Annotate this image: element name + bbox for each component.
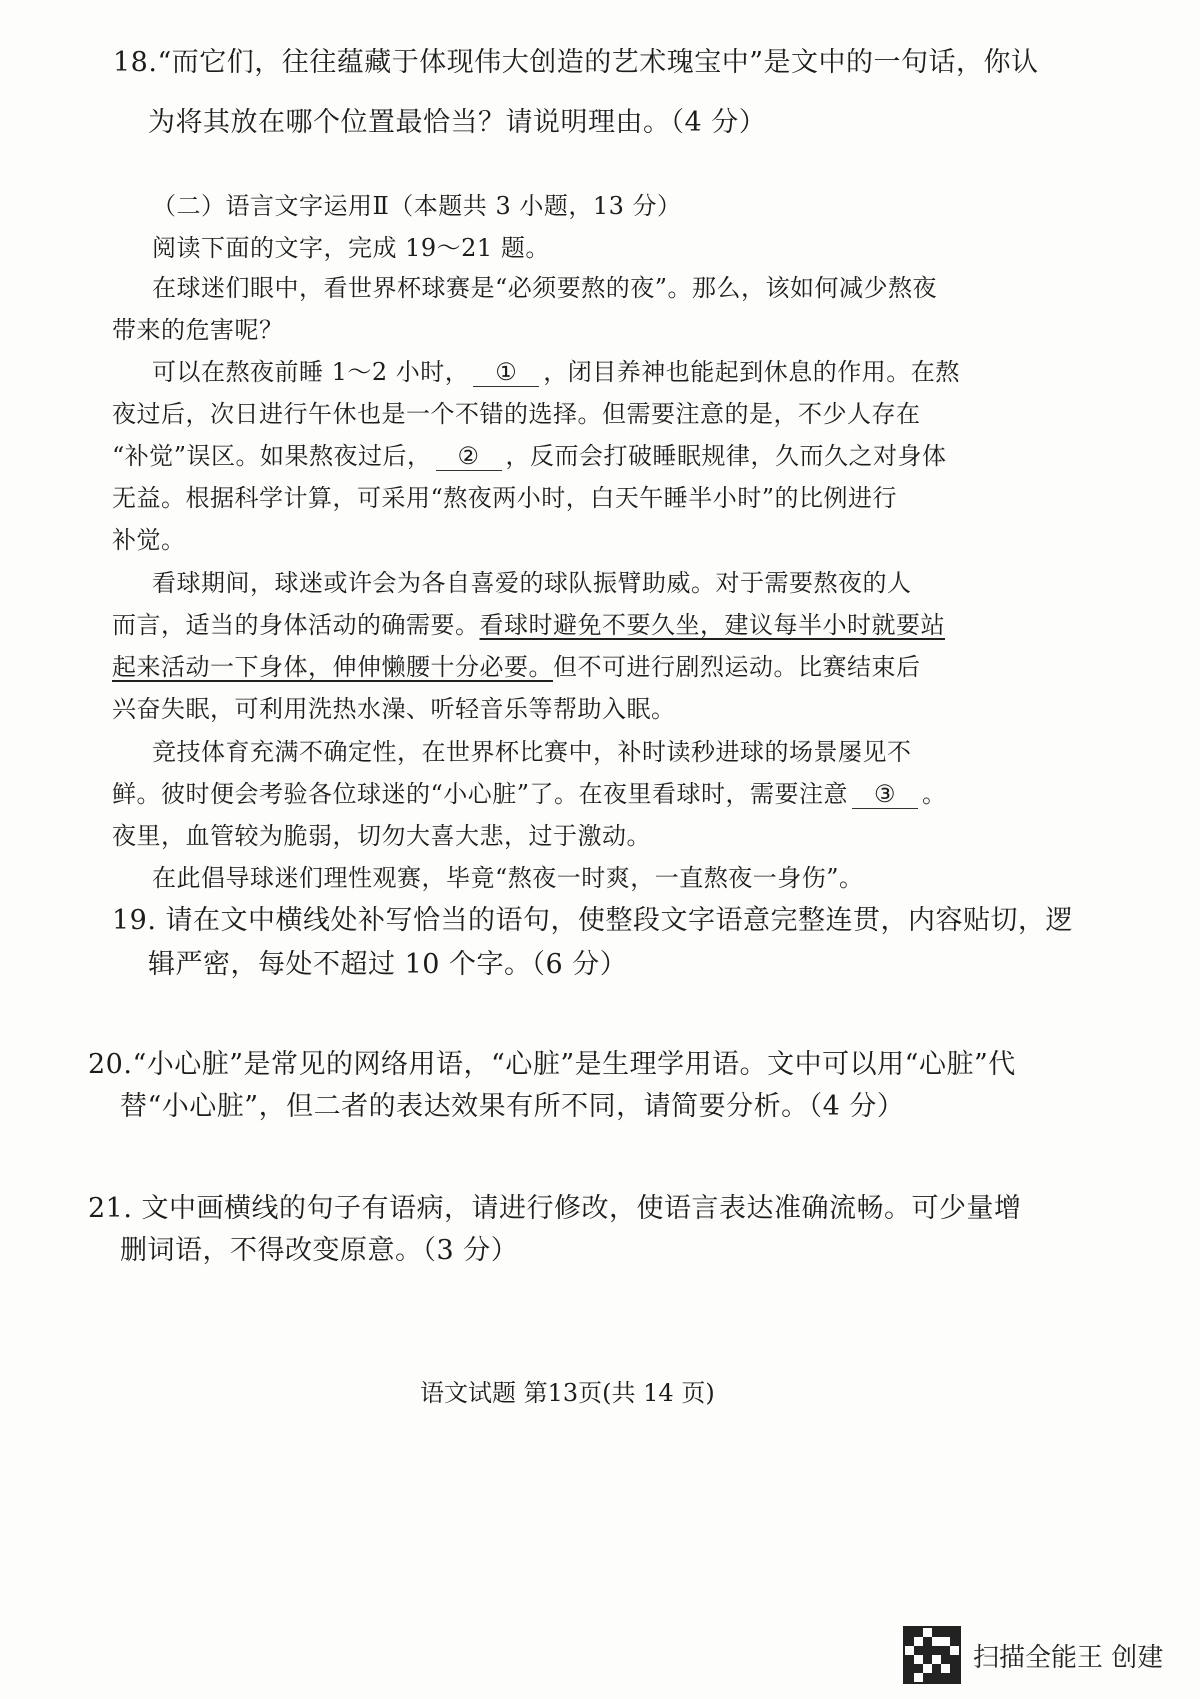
p2-l3-text-a: “补觉”误区。如果熬夜过后， [112, 442, 432, 470]
passage-p3-line-3 [112, 647, 921, 682]
p4-text-a: 鲜。彼时便会考验各位球迷的“小心脏”了。在夜里看球时，需要注意 [112, 780, 849, 808]
q21-line-1: 21. 文中画横线的句子有语病，请进行修改，使语言表达准确流畅。可少量增 [88, 1193, 1022, 1224]
passage-p4-line-2 [112, 774, 947, 809]
passage-p2-line-1 [152, 352, 960, 387]
scanner-label: 扫描全能王 创建 [973, 1642, 1164, 1673]
passage-p4-line-1: 竞技体育充满不确定性，在世界杯比赛中，补时读秒进球的场景屡见不 [152, 738, 912, 766]
passage-p1-line-2: 带来的危害呢？ [112, 316, 284, 344]
qr-code-icon [903, 1626, 961, 1684]
blank-2: ② [436, 442, 502, 471]
q20-line-2: 替“小心脏”，但二者的表达效果有所不同，请简要分析。（4 分） [120, 1091, 905, 1122]
q18-line-2: 为将其放在哪个位置最恰当？请说明理由。（4 分） [148, 107, 767, 138]
q19-line-2: 辑严密，每处不超过 10 个字。（6 分） [148, 949, 628, 980]
page-footer: 语文试题 第13页(共 14 页) [420, 1379, 715, 1407]
passage-p2-line-2: 夜过后，次日进行午休也是一个不错的选择。但需要注意的是，不少人存在 [112, 400, 921, 428]
blank-3: ③ [852, 780, 918, 809]
underlined-sentence-part-1: 看球时避免不要久坐，建议每半小时就要站 [479, 611, 945, 639]
passage-p3-line-4: 兴奋失眠，可利用洗热水澡、听轻音乐等帮助入眠。 [112, 695, 676, 723]
passage-p5-line-1: 在此倡导球迷们理性观赛，毕竟“熬夜一时爽，一直熬夜一身伤”。 [152, 864, 864, 892]
p3-text-b: 但不可进行剧烈运动。比赛结束后 [553, 653, 921, 681]
passage-p2-line-3 [112, 436, 947, 471]
underlined-sentence-part-2: 起来活动一下身体，伸伸懒腰十分必要。 [112, 653, 553, 681]
p2-l3-text-b: ，反而会打破睡眠规律，久而久之对身体 [505, 442, 947, 470]
passage-p3-line-2 [112, 605, 945, 640]
q21-line-2: 删词语，不得改变原意。（3 分） [120, 1235, 519, 1266]
q18-line-1: 18.“而它们，往往蕴藏于体现伟大创造的艺术瑰宝中”是文中的一句话，你认 [113, 47, 1039, 78]
scanner-watermark [903, 1626, 1163, 1684]
p2-text-b: ，闭目养神也能起到休息的作用。在熬 [543, 358, 960, 386]
passage-p4-line-3: 夜里，血管较为脆弱，切勿大喜大悲，过于激动。 [112, 822, 651, 850]
section-title: （二）语言文字运用Ⅱ（本题共 3 小题，13 分） [152, 192, 682, 220]
section-instruction: 阅读下面的文字，完成 19～21 题。 [152, 234, 550, 262]
passage-p1-line-1: 在球迷们眼中，看世界杯球赛是“必须要熬的夜”。那么，该如何减少熬夜 [152, 274, 938, 302]
blank-1: ① [473, 358, 539, 387]
p2-text-a: 可以在熬夜前睡 1～2 小时， [152, 358, 470, 386]
passage-p2-line-4: 无益。根据科学计算，可采用“熬夜两小时，白天午睡半小时”的比例进行 [112, 484, 898, 512]
p3-text-a: 而言，适当的身体活动的确需要。 [112, 611, 480, 639]
q19-line-1: 19. 请在文中横线处补写恰当的语句，使整段文字语意完整连贯，内容贴切，逻 [112, 905, 1074, 936]
passage-p2-line-5: 补觉。 [112, 526, 186, 554]
p4-text-b: 。 [922, 780, 947, 808]
passage-p3-line-1: 看球期间，球迷或许会为各自喜爱的球队振臂助威。对于需要熬夜的人 [152, 569, 912, 597]
q20-line-1: 20.“小心脏”是常见的网络用语，“心脏”是生理学用语。文中可以用“心脏”代 [88, 1049, 1016, 1080]
